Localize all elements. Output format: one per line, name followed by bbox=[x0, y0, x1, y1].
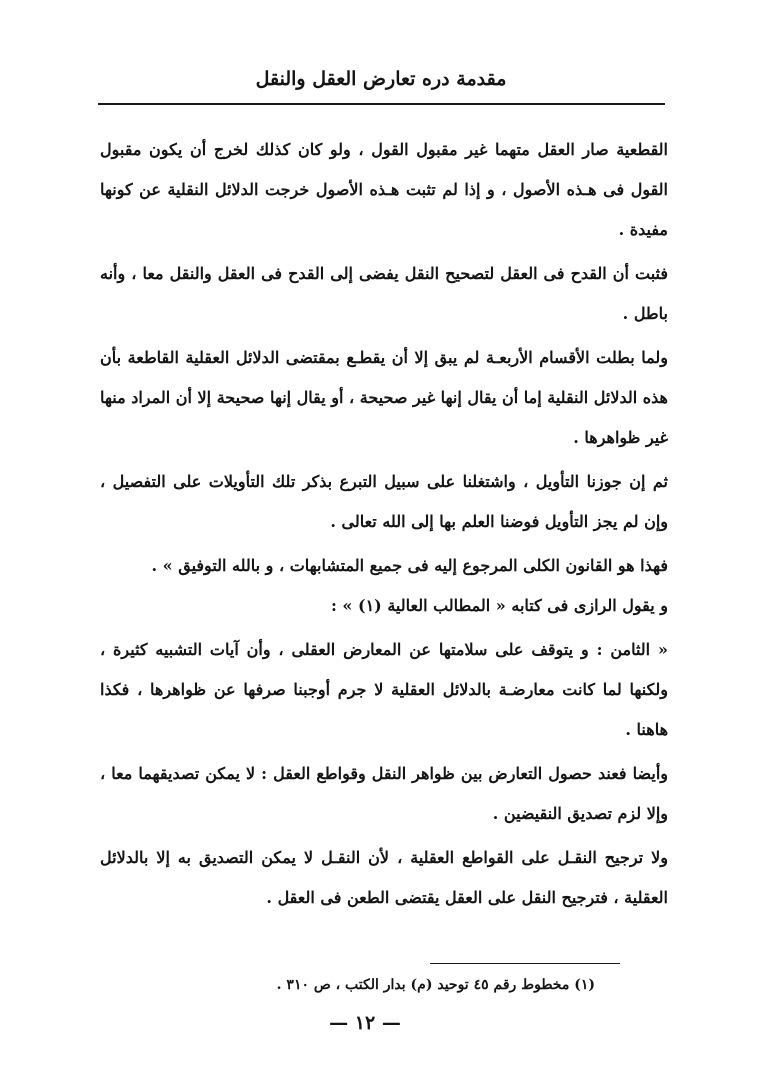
paragraph: وأيضا فعند حصول التعارض بين ظواهر النقل وقواطع العقل : لا يمكن تصديقهما معا ، وإلا لزم تصديق النقيضين . bbox=[100, 764, 669, 823]
paragraph: القطعية صار العقل متهما غير مقبول القول ، ولو كان كذلك لخرج أن يكون مقبول القول فى هـذه الأصول ، و إذا لم تثبت هـذه الأصول خرجت الدلائل النقلية عن كونها مفيدة . bbox=[100, 140, 668, 239]
header-rule bbox=[98, 103, 665, 105]
paragraph: فهذا هو القانون الكلى المرجوع إليه فى جميع المتشابهات ، و بالله التوفيق » . bbox=[151, 556, 668, 575]
paragraph: فثبت أن القدح فى العقل لتصحيح النقل يفضى إلى القدح فى العقل والنقل معا ، وأنه باطل . bbox=[100, 264, 668, 323]
footnote-rule bbox=[430, 963, 620, 964]
footnote: (١) مخطوط رقم ٤٥ توحيد (م) بدار الكتب ، ص ٣١٠ . bbox=[276, 977, 595, 993]
paragraph: ولا ترجيح النقـل على القواطع العقلية ، لأن النقـل لا يمكن التصديق به إلا بالدلائل العقلية ، فترجيح النقل على العقل يقتضى الطعن فى العقل . bbox=[100, 848, 668, 907]
paragraph: و يقول الرازى فى كتابه « المطالب العالية (١) » : bbox=[330, 596, 668, 615]
body-text bbox=[100, 130, 668, 922]
paragraph: ثم إن جوزنا التأويل ، واشتغلنا على سبيل التبرع بذكر تلك التأويلات على التفصيل ، وإن لم يجز التأويل فوضنا العلم بها إلى الله تعالى . bbox=[100, 472, 668, 531]
running-header: مقدمة دره تعارض العقل والنقل bbox=[255, 68, 507, 90]
paragraph: ولما بطلت الأقسام الأربعـة لم يبق إلا أن يقطـع بمقتضى الدلائل العقلية القاطعة بأن هذه الدلائل النقلية إما أن يقال إنها غير صحيحة ، أو يقال إنها صحيحة إلا أن المراد منها غير ظواهرها . bbox=[100, 348, 668, 447]
paragraph: « الثامن : و يتوقف على سلامتها عن المعارض العقلى ، وأن آيات التشبيه كثيرة ، ولكنها لما كانت معارضـة بالدلائل العقلية لا جرم أوجبنا صرفها عن ظواهرها ، فكذا هاهنا . bbox=[100, 640, 668, 739]
page-number: — ١٢ — bbox=[329, 1012, 401, 1034]
